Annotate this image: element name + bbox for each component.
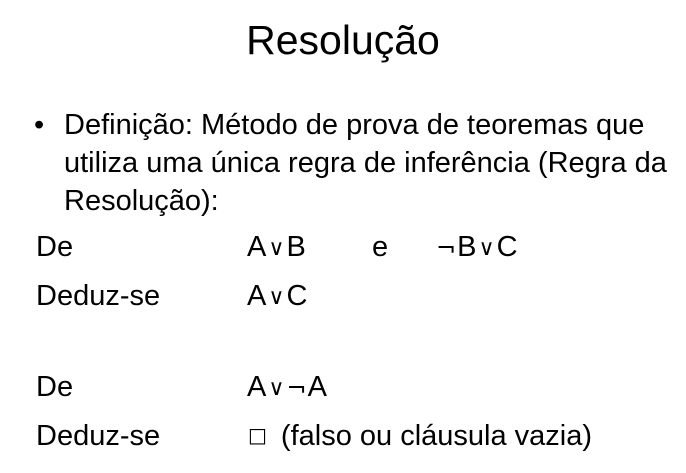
rule-label-de: De xyxy=(36,231,74,263)
premise-a xyxy=(247,229,306,268)
premise-c xyxy=(247,369,327,408)
premise-b-right: C xyxy=(496,231,518,263)
rule-label-deduz-se: Deduz-se xyxy=(36,420,161,452)
conjunction-e: e xyxy=(372,231,389,263)
or-operator: ∨ xyxy=(268,236,285,261)
empty-clause-icon: □ xyxy=(248,423,267,447)
premise-a-right: B xyxy=(286,231,306,263)
negation-operator: ¬ xyxy=(286,374,307,402)
slide-title: Resolução xyxy=(246,17,440,63)
premise-b-left: B xyxy=(457,231,477,263)
premise-b xyxy=(436,229,518,268)
definition-bullet xyxy=(34,106,674,220)
definition-text: Definição: Método de prova de teoremas que utiliza uma única regra de inferência (Regra da Resolução): xyxy=(64,109,667,217)
or-operator: ∨ xyxy=(268,376,285,401)
premise-c-left: A xyxy=(247,371,267,403)
rule-label-deduz-se: Deduz-se xyxy=(36,280,161,312)
conclusion-1 xyxy=(247,278,307,317)
bullet-marker: • xyxy=(34,109,45,141)
premise-a-left: A xyxy=(247,231,267,263)
premise-c-right: A xyxy=(307,371,327,403)
rule-label-de: De xyxy=(36,371,74,403)
conclusion-2 xyxy=(248,418,592,456)
negation-operator: ¬ xyxy=(436,234,457,262)
empty-clause-note: (falso ou cláusula vazia) xyxy=(280,420,593,452)
conclusion-1-left: A xyxy=(247,280,267,312)
or-operator: ∨ xyxy=(478,236,495,261)
or-operator: ∨ xyxy=(268,285,285,310)
conclusion-1-right: C xyxy=(286,280,308,312)
